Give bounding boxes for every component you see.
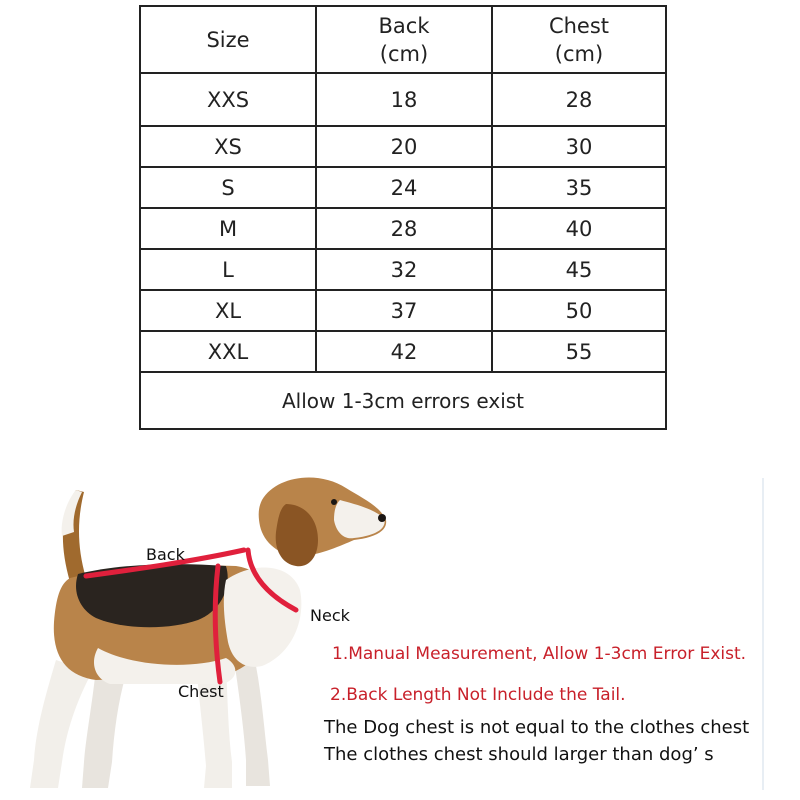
cell-chest: 45: [492, 249, 666, 290]
cell-back: 20: [316, 126, 492, 167]
size-chart-table: [139, 5, 667, 430]
manual-measurement-note: 1.Manual Measurement, Allow 1-3cm Error Exist.: [332, 644, 747, 664]
dog-hind-leg-right: [82, 668, 126, 788]
header-size: Size: [140, 6, 316, 73]
cell-size: S: [140, 167, 316, 208]
divider: [762, 478, 764, 790]
table-row: [140, 208, 666, 249]
table-row: [140, 249, 666, 290]
cell-size: XXL: [140, 331, 316, 372]
cell-chest: 55: [492, 331, 666, 372]
table-row: [140, 126, 666, 167]
chest-not-equal-note: The Dog chest is not equal to the clothes chest: [324, 717, 750, 738]
table-row: [140, 73, 666, 126]
cell-size: L: [140, 249, 316, 290]
cell-back: 28: [316, 208, 492, 249]
cell-back: 42: [316, 331, 492, 372]
cell-size: M: [140, 208, 316, 249]
cell-size: XS: [140, 126, 316, 167]
back-label: Back: [146, 545, 185, 564]
chest-label: Chest: [178, 682, 224, 701]
cell-chest: 28: [492, 73, 666, 126]
back-length-note: 2.Back Length Not Include the Tail.: [330, 685, 626, 705]
cell-back: 32: [316, 249, 492, 290]
dog-front-leg-right: [234, 660, 270, 786]
error-tolerance-note: Allow 1-3cm errors exist: [140, 372, 666, 429]
cell-chest: 50: [492, 290, 666, 331]
cell-chest: 30: [492, 126, 666, 167]
neck-label: Neck: [310, 606, 350, 625]
cell-size: XL: [140, 290, 316, 331]
cell-chest: 35: [492, 167, 666, 208]
cell-back: 37: [316, 290, 492, 331]
table-row: [140, 290, 666, 331]
header-chest: Chest (cm): [492, 6, 666, 73]
cell-back: 18: [316, 73, 492, 126]
table-header-row: [140, 6, 666, 73]
table-row: [140, 167, 666, 208]
dog-eye: [331, 499, 337, 505]
table-footer-row: [140, 372, 666, 429]
cell-chest: 40: [492, 208, 666, 249]
header-back: Back (cm): [316, 6, 492, 73]
dog-hind-leg: [30, 660, 92, 788]
dog-nose: [378, 514, 386, 522]
cell-size: XXS: [140, 73, 316, 126]
chest-larger-note: The clothes chest should larger than dog’ s: [324, 744, 714, 765]
cell-back: 24: [316, 167, 492, 208]
table-row: [140, 331, 666, 372]
